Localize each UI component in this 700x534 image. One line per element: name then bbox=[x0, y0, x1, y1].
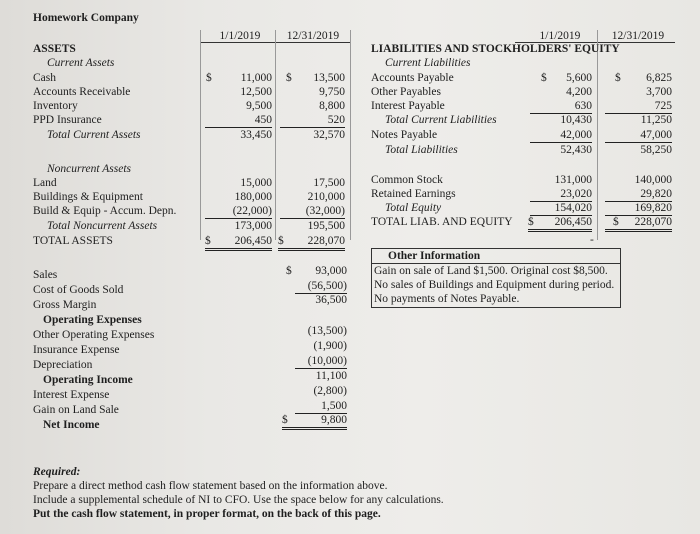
equity-value: 169,820 bbox=[605, 202, 672, 216]
income-value: 1,500 bbox=[295, 400, 347, 414]
other-info-line: Gain on sale of Land $1,500. Original cost $8,500. bbox=[374, 265, 608, 277]
date-header-left-2019a: 1/1/2019 bbox=[219, 30, 261, 42]
asset-value: 17,500 bbox=[313, 177, 345, 189]
equity-value: 23,020 bbox=[530, 188, 592, 202]
asset-value: 9,500 bbox=[246, 100, 272, 112]
asset-value: 173,000 bbox=[234, 220, 272, 232]
equity-label: TOTAL LIAB. AND EQUITY bbox=[371, 216, 513, 228]
asset-value: (32,000) bbox=[280, 205, 345, 219]
currency-symbol: $ bbox=[286, 72, 292, 84]
liability-value: 6,825 bbox=[646, 72, 672, 84]
required-line: Include a supplemental schedule of NI to CFO. Use the space below for any calculations. bbox=[33, 494, 444, 506]
income-label: Interest Expense bbox=[33, 389, 110, 401]
liability-label: Notes Payable bbox=[371, 129, 438, 141]
asset-label: Build & Equip - Accum. Depn. bbox=[33, 205, 177, 217]
required-title: Required: bbox=[33, 466, 81, 478]
asset-value: 180,000 bbox=[234, 191, 272, 203]
asset-value: 33,450 bbox=[240, 129, 272, 141]
gridline bbox=[200, 30, 201, 240]
asset-label: Total Noncurrent Assets bbox=[47, 220, 158, 232]
currency-symbol: $ bbox=[205, 235, 211, 247]
income-label: Net Income bbox=[43, 419, 100, 431]
liability-value: 42,000 bbox=[530, 129, 592, 143]
currency-symbol: $ bbox=[541, 72, 547, 84]
equity-value: 29,820 bbox=[605, 188, 672, 202]
liability-label: Interest Payable bbox=[371, 100, 445, 112]
liability-label: Total Liabilities bbox=[385, 144, 458, 156]
income-value: 11,100 bbox=[315, 370, 347, 382]
equity-label: Total Equity bbox=[385, 202, 442, 214]
equity-value: 140,000 bbox=[634, 174, 672, 186]
equity-value: 154,020 bbox=[530, 202, 592, 216]
total-assets-cell-left bbox=[205, 235, 272, 251]
income-label: Operating Expenses bbox=[43, 314, 142, 326]
currency-symbol: $ bbox=[528, 216, 534, 228]
income-value: (2,800) bbox=[313, 385, 347, 397]
required-line: Prepare a direct method cash flow statement based on the information above. bbox=[33, 480, 388, 492]
asset-label: Accounts Receivable bbox=[33, 86, 131, 98]
total-liab-cell-right bbox=[605, 216, 672, 232]
currency-symbol: $ bbox=[206, 72, 212, 84]
liability-value: 47,000 bbox=[605, 129, 672, 143]
asset-value: 13,500 bbox=[313, 72, 345, 84]
liability-value: 10,430 bbox=[560, 114, 592, 126]
asset-value: 206,450 bbox=[234, 235, 272, 247]
asset-label: Cash bbox=[33, 72, 56, 84]
gridline bbox=[275, 30, 276, 240]
asset-value: 8,800 bbox=[319, 100, 345, 112]
income-label: Insurance Expense bbox=[33, 344, 120, 356]
liability-value: 58,250 bbox=[640, 144, 672, 156]
other-info-line: No sales of Buildings and Equipment during period. bbox=[374, 279, 615, 291]
currency-symbol: $ bbox=[613, 216, 619, 228]
liability-value: 5,600 bbox=[566, 72, 592, 84]
asset-value: 11,000 bbox=[240, 72, 272, 84]
required-line: Put the cash flow statement, in proper format, on the back of this page. bbox=[33, 508, 381, 520]
currency-symbol: $ bbox=[278, 235, 284, 247]
currency-symbol: $ bbox=[615, 72, 621, 84]
gridline bbox=[597, 30, 598, 240]
date-header-right-2019b: 12/31/2019 bbox=[611, 30, 665, 42]
income-label: Gain on Land Sale bbox=[33, 404, 119, 416]
liability-value: 11,250 bbox=[640, 114, 672, 126]
equity-value: 206,450 bbox=[554, 216, 592, 228]
income-value: (1,900) bbox=[313, 340, 347, 352]
net-income-cell bbox=[282, 414, 347, 430]
currency-symbol: $ bbox=[282, 414, 288, 426]
asset-value: (22,000) bbox=[205, 205, 272, 219]
current-assets-heading: Current Assets bbox=[47, 57, 115, 69]
asset-value: 228,070 bbox=[307, 235, 345, 247]
liability-label: Total Current Liabilities bbox=[385, 114, 497, 126]
other-information-box bbox=[371, 248, 621, 308]
asset-label: Buildings & Equipment bbox=[33, 191, 143, 203]
asset-label: PPD Insurance bbox=[33, 114, 102, 126]
company-title: Homework Company bbox=[33, 12, 139, 24]
asset-value: 450 bbox=[205, 114, 272, 128]
income-label: Operating Income bbox=[43, 374, 133, 386]
income-label: Depreciation bbox=[33, 359, 93, 371]
asset-label: Total Current Assets bbox=[47, 129, 141, 141]
asset-label: Land bbox=[33, 177, 57, 189]
asset-value: 520 bbox=[280, 114, 345, 128]
asset-value: 15,000 bbox=[240, 177, 272, 189]
dash-mark: - bbox=[590, 234, 594, 246]
liability-value: 3,700 bbox=[646, 86, 672, 98]
income-label: Gross Margin bbox=[33, 299, 97, 311]
noncurrent-assets-heading: Noncurrent Assets bbox=[47, 163, 132, 175]
liability-label: Other Payables bbox=[371, 86, 441, 98]
asset-label: Inventory bbox=[33, 100, 78, 112]
asset-value: 12,500 bbox=[240, 86, 272, 98]
asset-label: TOTAL ASSETS bbox=[33, 235, 113, 247]
other-info-rule bbox=[372, 263, 620, 264]
equity-label: Common Stock bbox=[371, 174, 443, 186]
income-value: (10,000) bbox=[295, 355, 347, 369]
liability-value: 630 bbox=[530, 100, 592, 114]
gridline bbox=[350, 30, 351, 240]
current-liabilities-heading: Current Liabilities bbox=[385, 57, 471, 69]
income-label: Cost of Goods Sold bbox=[33, 284, 124, 296]
equity-label: Retained Earnings bbox=[371, 188, 456, 200]
assets-heading: ASSETS bbox=[33, 43, 76, 55]
date-header-right-2019a: 1/1/2019 bbox=[539, 30, 581, 42]
other-info-title: Other Information bbox=[388, 250, 481, 262]
currency-symbol: $ bbox=[286, 265, 292, 277]
asset-value: 32,570 bbox=[313, 129, 345, 141]
liability-label: Accounts Payable bbox=[371, 72, 454, 84]
other-info-line: No payments of Notes Payable. bbox=[374, 293, 520, 305]
asset-value: 195,500 bbox=[307, 220, 345, 232]
income-value: 9,800 bbox=[321, 414, 347, 426]
asset-value: 9,750 bbox=[319, 86, 345, 98]
income-label: Other Operating Expenses bbox=[33, 329, 155, 341]
income-value: 36,500 bbox=[315, 294, 347, 306]
total-assets-cell-right bbox=[278, 235, 345, 251]
date-header-left-2019b: 12/31/2019 bbox=[286, 30, 340, 42]
income-value: (13,500) bbox=[307, 325, 347, 337]
income-label: Sales bbox=[33, 269, 58, 281]
total-liab-cell-left bbox=[528, 216, 592, 232]
liabilities-heading: LIABILITIES AND STOCKHOLDERS' EQUITY bbox=[371, 43, 620, 55]
asset-value: 210,000 bbox=[307, 191, 345, 203]
liability-value: 725 bbox=[605, 100, 672, 114]
income-value: 93,000 bbox=[315, 265, 347, 277]
equity-value: 131,000 bbox=[554, 174, 592, 186]
equity-value: 228,070 bbox=[634, 216, 672, 228]
liability-value: 52,430 bbox=[560, 144, 592, 156]
income-value: (56,500) bbox=[295, 280, 347, 294]
liability-value: 4,200 bbox=[566, 86, 592, 98]
